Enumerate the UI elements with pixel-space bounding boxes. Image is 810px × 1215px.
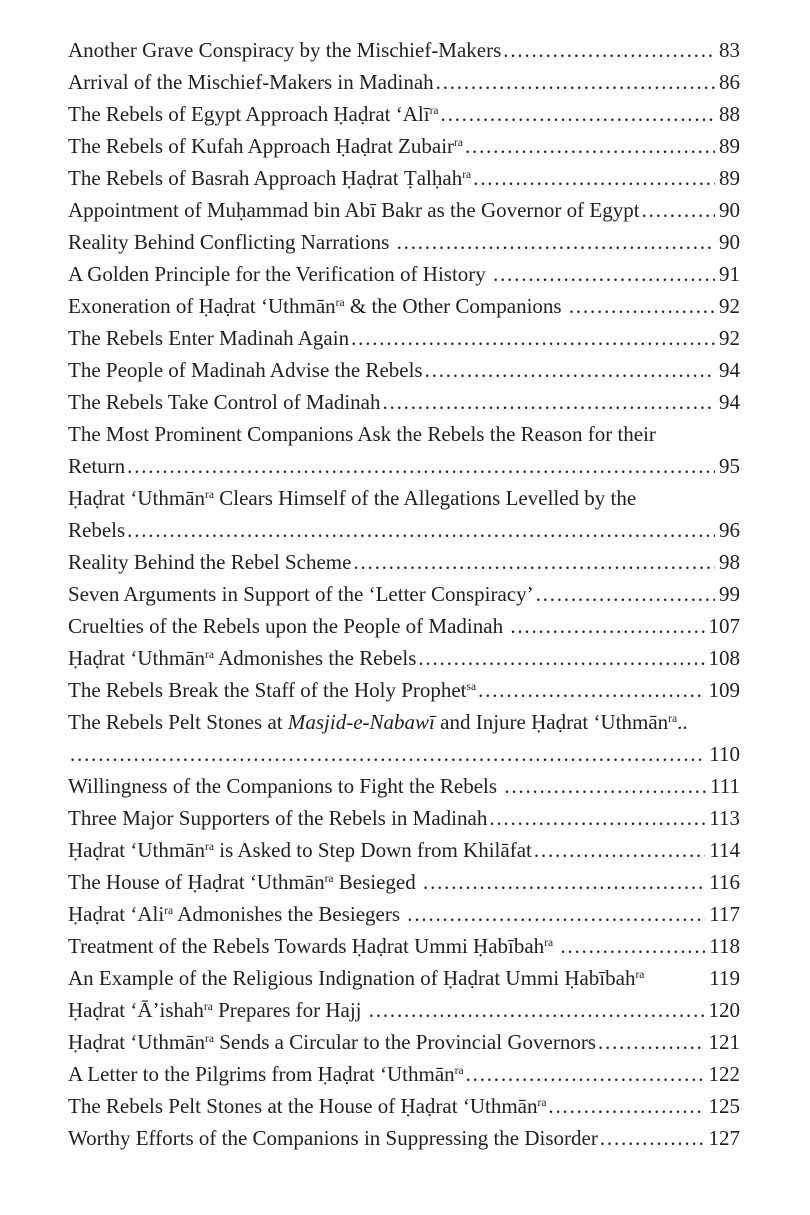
text-segment: Ḥaḍrat ‘Uthmān	[68, 646, 206, 670]
toc-page-number: 83	[719, 38, 740, 62]
text-segment: A Golden Principle for the Verification of History	[68, 262, 492, 286]
text-segment: & the Other Companions	[344, 294, 567, 318]
toc-page-number: 108	[708, 646, 740, 670]
toc-line	[68, 386, 740, 418]
toc-line	[68, 1026, 740, 1058]
text-segment: ..	[677, 710, 688, 734]
text-segment: Cruelties of the Rebels upon the People of Madinah	[68, 614, 509, 638]
toc-leader-dots	[125, 450, 715, 482]
toc-line	[68, 258, 740, 290]
toc-entry	[68, 1058, 740, 1090]
text-segment: The Rebels Break the Staff of the Holy Prophet	[68, 678, 467, 702]
toc-entry-text	[68, 802, 487, 834]
text-segment: The Rebels Pelt Stones at the House of Ḥaḍrat ‘Uthmān	[68, 1094, 538, 1118]
toc-entry-text	[68, 610, 508, 642]
toc-leader-dots	[487, 802, 705, 834]
text-segment: Arrival of the Mischief-Makers in Madinah	[68, 70, 434, 94]
toc-entry	[68, 1090, 740, 1122]
text-segment: Worthy Efforts of the Companions in Suppressing the Disorder	[68, 1126, 598, 1150]
superscript-salutation: ra	[544, 937, 554, 949]
toc-leader-dots	[502, 770, 706, 802]
toc-line	[68, 1122, 740, 1154]
superscript-salutation: ra	[635, 969, 645, 981]
text-segment: and Injure Ḥaḍrat ‘Uthmān	[434, 710, 669, 734]
toc-page-number: 119	[709, 966, 740, 990]
text-segment: The Rebels of Egypt Approach Ḥaḍrat ‘Alī	[68, 102, 430, 126]
toc-entry	[68, 610, 740, 642]
text-segment: Exoneration of Ḥaḍrat ‘Uthmān	[68, 294, 336, 318]
toc-entry-text	[68, 930, 558, 962]
text-segment: Ḥaḍrat ‘Uthmān	[68, 838, 206, 862]
toc-page-number: 111	[710, 774, 740, 798]
toc-page-number: 99	[719, 582, 740, 606]
toc-leader-dots	[532, 834, 705, 866]
toc-page-number: 89	[719, 134, 740, 158]
toc-entry-text	[68, 770, 502, 802]
toc-line	[68, 98, 740, 130]
toc-leader-dots	[423, 354, 715, 386]
toc-line	[68, 322, 740, 354]
toc-page-number: 120	[708, 998, 740, 1022]
toc-line	[68, 130, 740, 162]
toc-entry-text	[68, 898, 405, 930]
text-segment: The Rebels of Kufah Approach Ḥaḍrat Zubair	[68, 134, 455, 158]
toc-entry-text	[68, 130, 463, 162]
toc-entry	[68, 770, 740, 802]
text-segment: is Asked to Step Down from Khilāfat	[213, 838, 532, 862]
text-segment: An Example of the Religious Indignation of Ḥaḍrat Ummi Ḥabībah	[68, 966, 636, 990]
toc-line	[68, 66, 740, 98]
toc-entry-text	[68, 706, 688, 738]
toc-page-number: 113	[709, 806, 740, 830]
toc-line	[68, 898, 740, 930]
text-segment: Ḥaḍrat ‘Uthmān	[68, 486, 206, 510]
toc-page-number: 92	[719, 294, 740, 318]
toc-leader-dots	[476, 674, 704, 706]
toc-page-number: 125	[708, 1094, 740, 1118]
toc-leader-dots	[567, 290, 715, 322]
text-segment: Admonishes the Rebels	[213, 646, 417, 670]
toc-page-number: 118	[709, 934, 740, 958]
superscript-salutation: ra	[205, 649, 214, 661]
toc-page-number: 89	[719, 166, 740, 190]
text-segment: Ḥaḍrat ‘Ali	[68, 902, 165, 926]
toc-entry	[68, 834, 740, 866]
toc-line	[68, 418, 740, 450]
toc-entry-text	[68, 418, 656, 450]
toc-entry	[68, 866, 740, 898]
text-segment: Reality Behind Conflicting Narrations	[68, 230, 395, 254]
toc-leader-dots	[367, 994, 705, 1026]
toc-entry	[68, 962, 740, 994]
toc-page-number: 95	[719, 454, 740, 478]
toc-entry	[68, 674, 740, 706]
superscript-salutation: ra	[537, 1097, 547, 1109]
toc-entry	[68, 290, 740, 322]
superscript-salutation: ra	[668, 713, 678, 725]
toc-leader-dots	[596, 1026, 705, 1058]
toc-leader-dots	[501, 34, 715, 66]
toc-entry-text	[68, 1026, 596, 1058]
toc-leader-dots	[491, 258, 715, 290]
toc-entry-text	[68, 834, 532, 866]
superscript-salutation: ra	[324, 873, 334, 885]
toc-page-number: 91	[719, 262, 740, 286]
toc-entry	[68, 1026, 740, 1058]
toc-entry-text	[68, 98, 439, 130]
toc-entry	[68, 802, 740, 834]
toc-entry-text	[68, 482, 636, 514]
toc-leader-dots	[434, 66, 715, 98]
toc-page-number: 109	[708, 678, 740, 702]
toc-line	[68, 930, 740, 962]
text-segment: Reality Behind the Rebel Scheme	[68, 550, 352, 574]
superscript-salutation: ra	[462, 169, 472, 181]
toc-line	[68, 450, 740, 482]
toc-entry-text	[68, 450, 125, 482]
toc-entry	[68, 482, 740, 546]
text-segment: Treatment of the Rebels Towards Ḥaḍrat Ummi Ḥabībah	[68, 934, 545, 958]
text-segment: Appointment of Muḥammad bin Abī Bakr as the Governor of Egypt	[68, 198, 640, 222]
toc-leader-dots	[471, 162, 715, 194]
toc-entry-text	[68, 258, 491, 290]
toc-page-number: 90	[719, 198, 740, 222]
toc-leader-dots	[546, 1090, 704, 1122]
text-segment: The House of Ḥaḍrat ‘Uthmān	[68, 870, 325, 894]
toc-entry	[68, 226, 740, 258]
text-segment: Willingness of the Companions to Fight the Rebels	[68, 774, 503, 798]
text-segment: The Rebels Enter Madinah Again	[68, 326, 350, 350]
toc-entry-text	[68, 226, 395, 258]
toc-page-number: 96	[719, 518, 740, 542]
toc-entry-text	[68, 322, 349, 354]
toc-line	[68, 482, 740, 514]
toc-line	[68, 802, 740, 834]
toc-line	[68, 834, 740, 866]
toc-line	[68, 770, 740, 802]
text-segment: Sends a Circular to the Provincial Governors	[213, 1030, 596, 1054]
toc-page-number: 86	[719, 70, 740, 94]
toc-page-number: 127	[708, 1126, 740, 1150]
toc-line	[68, 610, 740, 642]
toc-line	[68, 706, 740, 738]
toc-page-number: 92	[719, 326, 740, 350]
text-segment: Ḥaḍrat ‘Ā’ishah	[68, 998, 204, 1022]
toc-entry-text	[68, 642, 416, 674]
toc-entry	[68, 98, 740, 130]
toc-leader-dots	[395, 226, 715, 258]
text-segment: Three Major Supporters of the Rebels in Madinah	[68, 806, 488, 830]
toc-line	[68, 34, 740, 66]
superscript-salutation: ra	[454, 137, 463, 149]
text-segment: The Rebels of Basrah Approach Ḥaḍrat Ṭalḥah	[68, 166, 463, 190]
toc-leader-dots	[508, 610, 704, 642]
toc-entry-text	[68, 162, 471, 194]
superscript-salutation: ra	[164, 905, 174, 917]
toc-entry	[68, 386, 740, 418]
toc-entry	[68, 706, 740, 770]
text-segment: Another Grave Conspiracy by the Mischief-Makers	[68, 38, 502, 62]
toc-page-number: 114	[709, 838, 740, 862]
toc-line	[68, 1090, 740, 1122]
toc-entry-text	[68, 546, 351, 578]
toc-entry	[68, 546, 740, 578]
toc-line	[68, 1058, 740, 1090]
toc-page-number: 107	[708, 614, 740, 638]
superscript-salutation: ra	[205, 841, 214, 853]
text-segment: Besieged	[333, 870, 422, 894]
toc-entry	[68, 354, 740, 386]
toc-entry-text	[68, 66, 434, 98]
toc-line	[68, 866, 740, 898]
toc-entry-text	[68, 514, 125, 546]
superscript-salutation: ra	[203, 1001, 213, 1013]
toc-entry-text	[68, 34, 501, 66]
toc-leader-dots	[439, 98, 715, 130]
toc-page-number: 90	[719, 230, 740, 254]
toc-entry-text	[68, 994, 367, 1026]
toc-entry	[68, 130, 740, 162]
toc-entry	[68, 66, 740, 98]
toc-entry-text	[68, 1122, 598, 1154]
toc-leader-dots	[416, 642, 704, 674]
toc-entry	[68, 418, 740, 482]
text-segment: Prepares for Hajj	[212, 998, 367, 1022]
toc-line	[68, 194, 740, 226]
toc-page-number: 121	[708, 1030, 740, 1054]
superscript-salutation: sa	[466, 681, 477, 693]
toc-entry	[68, 258, 740, 290]
toc-page-number: 116	[709, 870, 740, 894]
toc-entry	[68, 194, 740, 226]
toc-entry	[68, 994, 740, 1026]
toc-leader-dots	[640, 194, 715, 226]
italic-term: Masjid-e-Nabawī	[287, 710, 435, 734]
toc-line	[68, 994, 740, 1026]
toc-entry	[68, 322, 740, 354]
toc-entry-text	[68, 674, 476, 706]
toc-page-number: 122	[708, 1062, 740, 1086]
toc-entry-text	[68, 194, 640, 226]
toc-page-number: 94	[719, 390, 740, 414]
toc-line	[68, 642, 740, 674]
text-segment: The Rebels Take Control of Madinah	[68, 390, 381, 414]
toc-leader-dots	[463, 130, 715, 162]
text-segment: Admonishes the Besiegers	[173, 902, 406, 926]
toc-line	[68, 546, 740, 578]
toc-page-number: 88	[719, 102, 740, 126]
toc-leader-dots	[68, 738, 705, 770]
toc-line	[68, 674, 740, 706]
toc-entry	[68, 930, 740, 962]
text-segment: The People of Madinah Advise the Rebels	[68, 358, 423, 382]
toc-line	[68, 738, 740, 770]
toc-line	[68, 226, 740, 258]
toc-line	[68, 162, 740, 194]
toc-leader-dots	[349, 322, 715, 354]
toc-entry-text	[68, 962, 644, 994]
text-segment: The Most Prominent Companions Ask the Rebels the Reason for their	[68, 422, 656, 446]
toc-page-number: 110	[709, 742, 740, 766]
toc-entry-text	[68, 354, 423, 386]
text-segment: Ḥaḍrat ‘Uthmān	[68, 1030, 206, 1054]
superscript-salutation: ra	[205, 1033, 214, 1045]
toc-entry-text	[68, 578, 534, 610]
toc-page-number: 98	[719, 550, 740, 574]
toc-leader-dots	[534, 578, 715, 610]
toc-leader-dots	[598, 1122, 705, 1154]
text-segment: Return	[68, 454, 126, 478]
toc-entry-text	[68, 1090, 546, 1122]
toc-line	[68, 962, 740, 994]
toc-entry	[68, 34, 740, 66]
toc-list	[68, 34, 740, 1154]
toc-entry-text	[68, 1058, 464, 1090]
text-segment: Seven Arguments in Support of the ‘Letter Conspiracy’	[68, 582, 534, 606]
text-segment: Clears Himself of the Allegations Levelled by the	[213, 486, 637, 510]
text-segment: Rebels	[68, 518, 126, 542]
toc-leader-dots	[125, 514, 715, 546]
toc-entry	[68, 578, 740, 610]
text-segment: The Rebels Pelt Stones at	[68, 710, 288, 734]
toc-entry-text	[68, 386, 381, 418]
toc-entry	[68, 162, 740, 194]
toc-line	[68, 354, 740, 386]
superscript-salutation: ra	[205, 489, 214, 501]
superscript-salutation: ra	[429, 105, 439, 117]
toc-leader-dots	[405, 898, 705, 930]
toc-page-number: 117	[709, 902, 740, 926]
toc-entry	[68, 898, 740, 930]
toc-page-number: 94	[719, 358, 740, 382]
toc-leader-dots	[351, 546, 715, 578]
toc-leader-dots	[381, 386, 716, 418]
toc-leader-dots	[558, 930, 705, 962]
toc-leader-dots	[421, 866, 705, 898]
toc-entry	[68, 642, 740, 674]
toc-entry-text	[68, 290, 567, 322]
superscript-salutation: ra	[454, 1065, 464, 1077]
toc-line	[68, 514, 740, 546]
toc-entry-text	[68, 866, 421, 898]
toc-entry	[68, 1122, 740, 1154]
toc-leader-dots	[464, 1058, 705, 1090]
toc-line	[68, 578, 740, 610]
text-segment: A Letter to the Pilgrims from Ḥaḍrat ‘Uthmān	[68, 1062, 455, 1086]
toc-line	[68, 290, 740, 322]
superscript-salutation: ra	[335, 297, 345, 309]
